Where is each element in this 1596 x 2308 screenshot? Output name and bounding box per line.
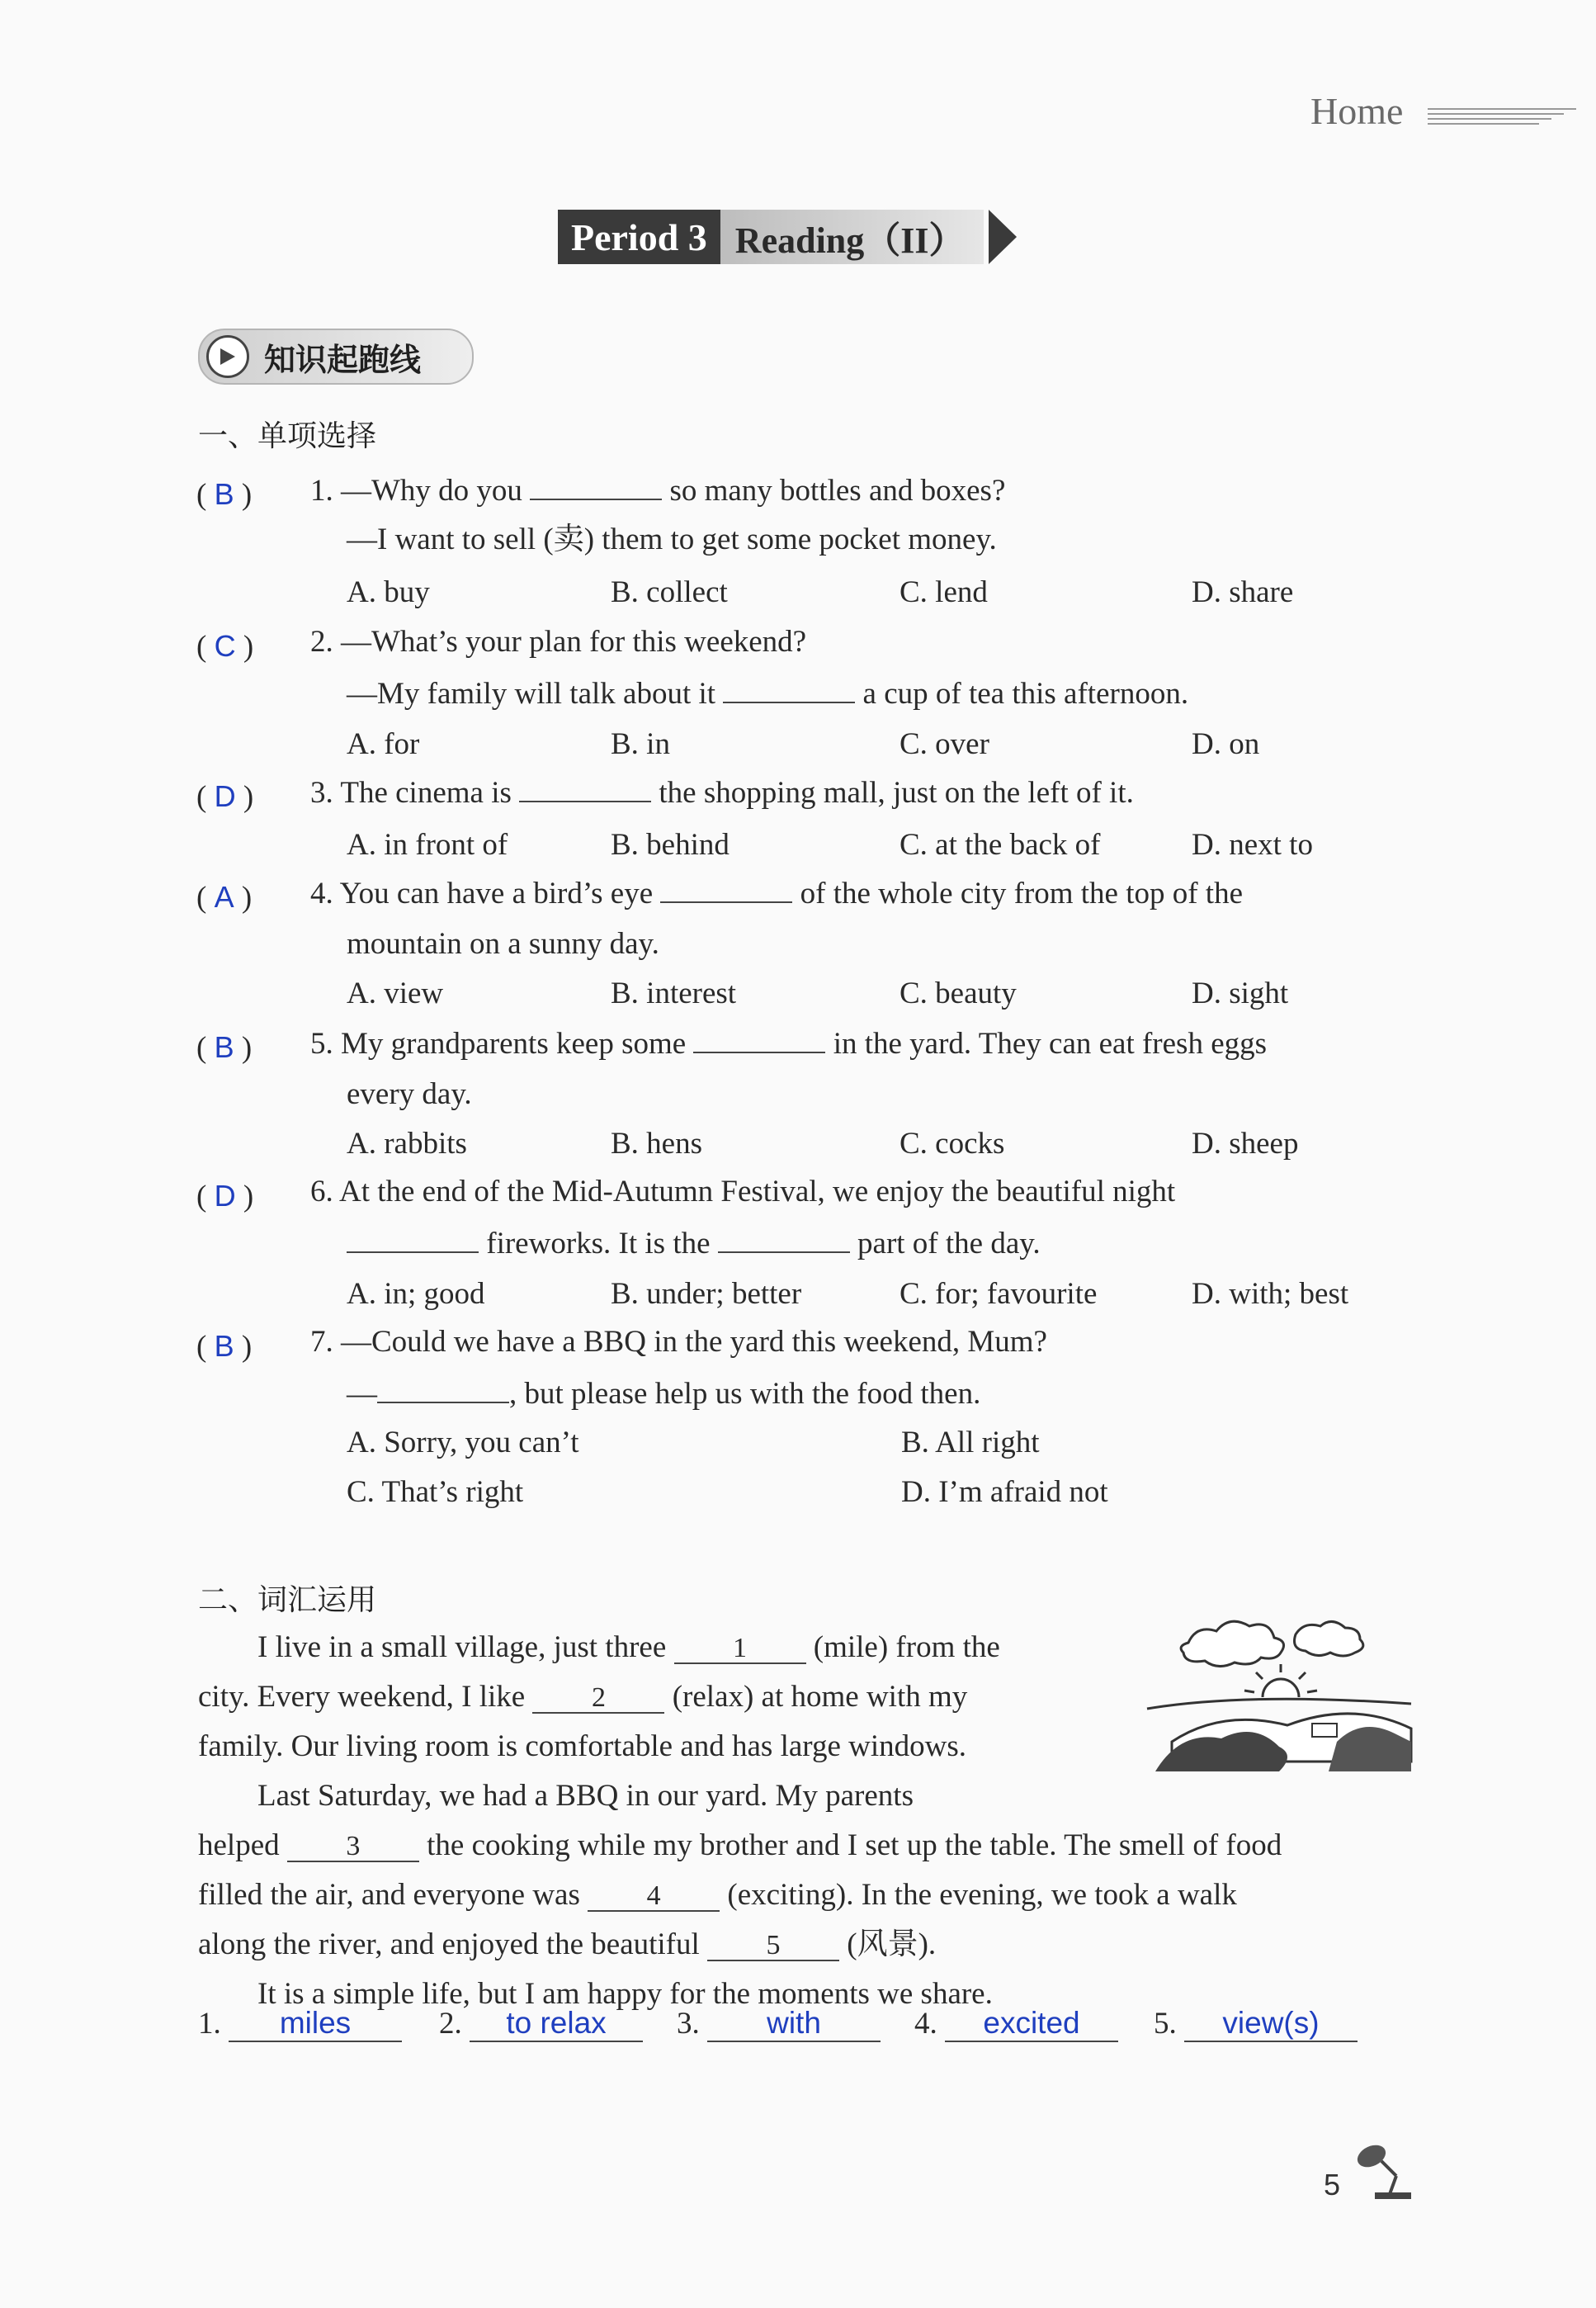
question-line: 1. —Why do you so many bottles and boxes?: [310, 474, 1006, 508]
passage-blank[interactable]: 1: [674, 1634, 806, 1664]
option: C. lend: [900, 575, 988, 609]
passage-line: Last Saturday, we had a BBQ in our yard. My parents: [257, 1779, 914, 1813]
answer-paren: ( D ): [196, 1179, 254, 1213]
question-line: 7. —Could we have a BBQ in the yard this weekend, Mum?: [310, 1325, 1047, 1359]
play-icon: [206, 335, 249, 378]
answer-paren: ( A ): [196, 880, 253, 915]
option: D. next to: [1192, 828, 1313, 862]
part1-heading: 一、单项选择: [198, 419, 377, 453]
option: C. That’s right: [347, 1475, 524, 1509]
banner-arrow-icon: [989, 210, 1017, 264]
option: B. under; better: [611, 1277, 802, 1311]
answer-mark: D: [214, 779, 236, 813]
section-title-pill: [198, 329, 474, 385]
answer-field[interactable]: excited: [945, 2006, 1118, 2042]
answer-paren: ( C ): [196, 629, 254, 664]
option: A. in front of: [347, 828, 508, 862]
passage-line: I live in a small village, just three 1 (mile) from the: [257, 1630, 1000, 1664]
passage-line: along the river, and enjoyed the beautiful 5 (风景).: [198, 1927, 937, 1961]
answer-field[interactable]: with: [707, 2006, 881, 2042]
option: D. share: [1192, 575, 1294, 609]
question-line: 4. You can have a bird’s eye of the whole city from the top of the: [310, 877, 1244, 910]
answer-field[interactable]: miles: [229, 2006, 402, 2042]
option: D. sight: [1192, 977, 1289, 1010]
answer-blank[interactable]: [530, 472, 662, 500]
answer-mark: D: [214, 1179, 236, 1213]
question-line: 3. The cinema is the shopping mall, just on the left of it.: [310, 776, 1134, 810]
option: D. on: [1192, 727, 1260, 761]
passage-line: city. Every weekend, I like 2 (relax) at home with my: [198, 1680, 968, 1714]
option: D. with; best: [1192, 1277, 1349, 1311]
answer-blank[interactable]: [377, 1375, 509, 1403]
answer-mark: B: [214, 1030, 234, 1064]
option: C. at the back of: [900, 828, 1101, 862]
answer-paren: ( B ): [196, 1329, 253, 1364]
passage-blank[interactable]: 5: [707, 1932, 839, 1961]
header-title: Home: [1310, 90, 1404, 132]
option: B. collect: [611, 575, 728, 609]
passage-line: family. Our living room is comfortable and has large windows.: [198, 1729, 966, 1763]
question-line: —I want to sell (卖) them to get some pocket money.: [347, 523, 997, 556]
question-line: 5. My grandparents keep some in the yard. They can eat fresh eggs: [310, 1027, 1268, 1061]
question-line: every day.: [347, 1077, 472, 1111]
answer-item: 1. miles: [198, 2006, 402, 2042]
question-line: 2. —What’s your plan for this weekend?: [310, 625, 807, 659]
answer-paren: ( D ): [196, 779, 254, 814]
answer-blank[interactable]: [693, 1025, 825, 1053]
answer-blank[interactable]: [660, 875, 792, 903]
header-decoration: [1428, 106, 1576, 125]
option: B. interest: [611, 977, 737, 1010]
option: B. behind: [611, 828, 730, 862]
answer-mark: A: [214, 880, 234, 914]
option: A. view: [347, 977, 444, 1010]
answer-paren: ( B ): [196, 1030, 253, 1065]
landscape-illustration: [1139, 1618, 1419, 1775]
option: C. for; favourite: [900, 1277, 1098, 1311]
section-title: 知识起跑线: [264, 341, 422, 378]
option: D. sheep: [1192, 1127, 1299, 1161]
desk-lamp-icon: [1353, 2136, 1419, 2202]
question-line: —My family will talk about it a cup of tea this afternoon.: [347, 677, 1189, 711]
answer-item: 3. with: [677, 2006, 881, 2042]
answer-blank[interactable]: [347, 1225, 479, 1253]
answer-blank[interactable]: [519, 774, 651, 802]
question-line: mountain on a sunny day.: [347, 927, 659, 961]
answer-item: 4. excited: [914, 2006, 1118, 2042]
option: C. beauty: [900, 977, 1017, 1010]
option: A. for: [347, 727, 420, 761]
option: D. I’m afraid not: [901, 1475, 1108, 1509]
period-banner: [558, 210, 1017, 264]
page-number: 5: [1324, 2168, 1341, 2202]
option: C. over: [900, 727, 989, 761]
option: A. Sorry, you can’t: [347, 1426, 579, 1459]
answer-field[interactable]: view(s): [1184, 2006, 1358, 2042]
passage-line: filled the air, and everyone was 4 (exciting). In the evening, we took a walk: [198, 1878, 1237, 1912]
passage-line: helped 3 the cooking while my brother and I set up the table. The smell of food: [198, 1828, 1282, 1862]
option: A. buy: [347, 575, 430, 609]
passage-blank[interactable]: 3: [287, 1833, 419, 1862]
period-label: Period 3: [558, 210, 720, 264]
question-line: 6. At the end of the Mid-Autumn Festival, we enjoy the beautiful night: [310, 1175, 1176, 1208]
option: A. rabbits: [347, 1127, 467, 1161]
period-title: Reading（II）: [720, 210, 984, 264]
answer-mark: B: [214, 1329, 234, 1363]
answer-field[interactable]: to relax: [470, 2006, 643, 2042]
part2-heading: 二、词汇运用: [198, 1583, 377, 1617]
option: A. in; good: [347, 1277, 485, 1311]
answer-item: 2. to relax: [439, 2006, 643, 2042]
option: B. All right: [901, 1426, 1040, 1459]
option: C. cocks: [900, 1127, 1005, 1161]
answer-mark: C: [214, 629, 236, 663]
answer-blank[interactable]: [723, 675, 855, 703]
answer-blank[interactable]: [718, 1225, 850, 1253]
passage-line: It is a simple life, but I am happy for the moments we share.: [257, 1977, 993, 2011]
answer-item: 5. view(s): [1154, 2006, 1358, 2042]
passage-blank[interactable]: 4: [588, 1882, 720, 1912]
answer-paren: ( B ): [196, 477, 253, 512]
question-line: fireworks. It is the part of the day.: [347, 1225, 1041, 1262]
answer-mark: B: [214, 477, 234, 511]
option: B. in: [611, 727, 670, 761]
passage-blank[interactable]: 2: [532, 1684, 664, 1714]
option: B. hens: [611, 1127, 702, 1161]
question-line: — , but please help us with the food then.: [347, 1377, 981, 1411]
